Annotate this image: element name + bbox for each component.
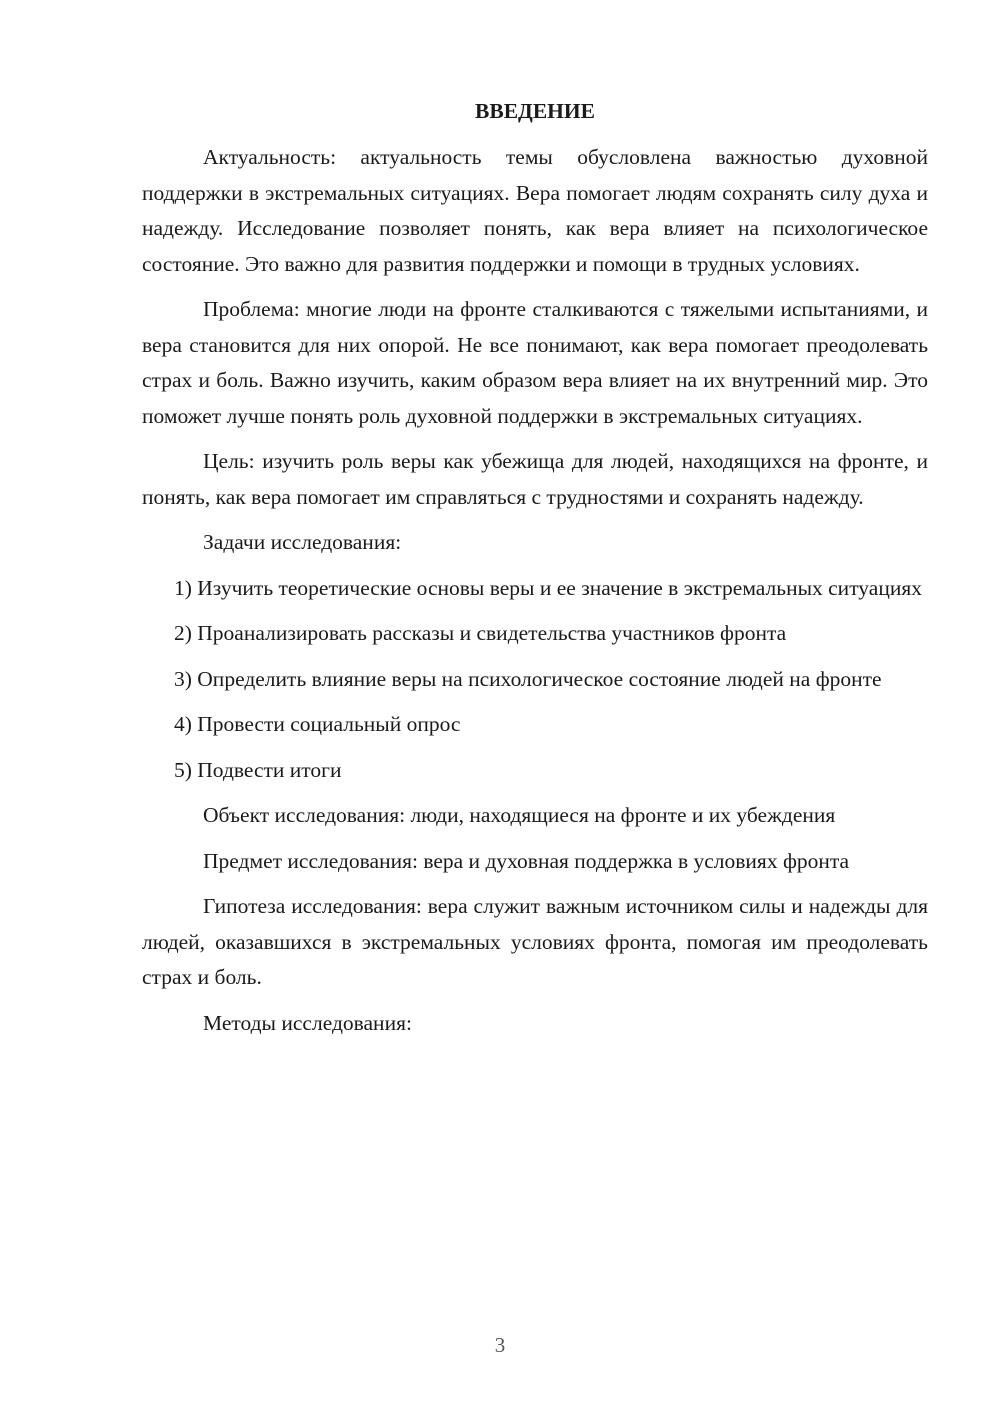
paragraph-goal: Цель: изучить роль веры как убежища для людей, находящихся на фронте, и понять, как вера помогает им справляться с трудностями и сохранять надежду. (142, 449, 928, 509)
task-item-1: 1) Изучить теоретические основы веры и ее значение в экстремальных ситуациях (174, 575, 922, 600)
paragraph-methods: Методы исследования: (203, 1010, 412, 1035)
paragraph-relevance: Актуальность: актуальность темы обусловлена важностью духовной поддержки в экстремальных ситуациях. Вера помогает людям сохранять силу духа и надежду. Исследование позволяет понять, как вера влияет на психологическое состояние. Это важно для развития поддержки и помощи в трудных условиях. (142, 145, 928, 276)
paragraph-tasks-heading: Задачи исследования: (203, 530, 402, 554)
document-page (142, 94, 928, 1051)
task-item-2: 2) Проанализировать рассказы и свидетельства участников фронта (174, 621, 787, 645)
task-item-4: 4) Провести социальный опрос (174, 712, 461, 736)
paragraph-object: Объект исследования: люди, находящиеся на фронте и их убеждения (203, 803, 836, 827)
task-item-5: 5) Подвести итоги (174, 757, 342, 782)
task-item-3: 3) Определить влияние веры на психологическое состояние людей на фронте (174, 666, 882, 691)
paragraph-problem: Проблема: многие люди на фронте сталкиваются с тяжелыми испытаниями, и вера становится для них опорой. Не все понимают, как вера помогает преодолевать страх и боль. Важно изучить, каким образом вера влияет на их внутренний мир. Это поможет лучше понять роль духовной поддержки в экстремальных ситуациях. (142, 297, 928, 428)
paragraph-subject: Предмет исследования: вера и духовная поддержка в условиях фронта (203, 848, 850, 873)
page-number: 3 (494, 1333, 506, 1357)
section-title: ВВЕДЕНИЕ (475, 99, 595, 123)
paragraph-hypothesis: Гипотеза исследования: вера служит важным источником силы и надежды для людей, оказавшихся в экстремальных условиях фронта, помогая им преодолевать страх и боль. (142, 894, 928, 989)
